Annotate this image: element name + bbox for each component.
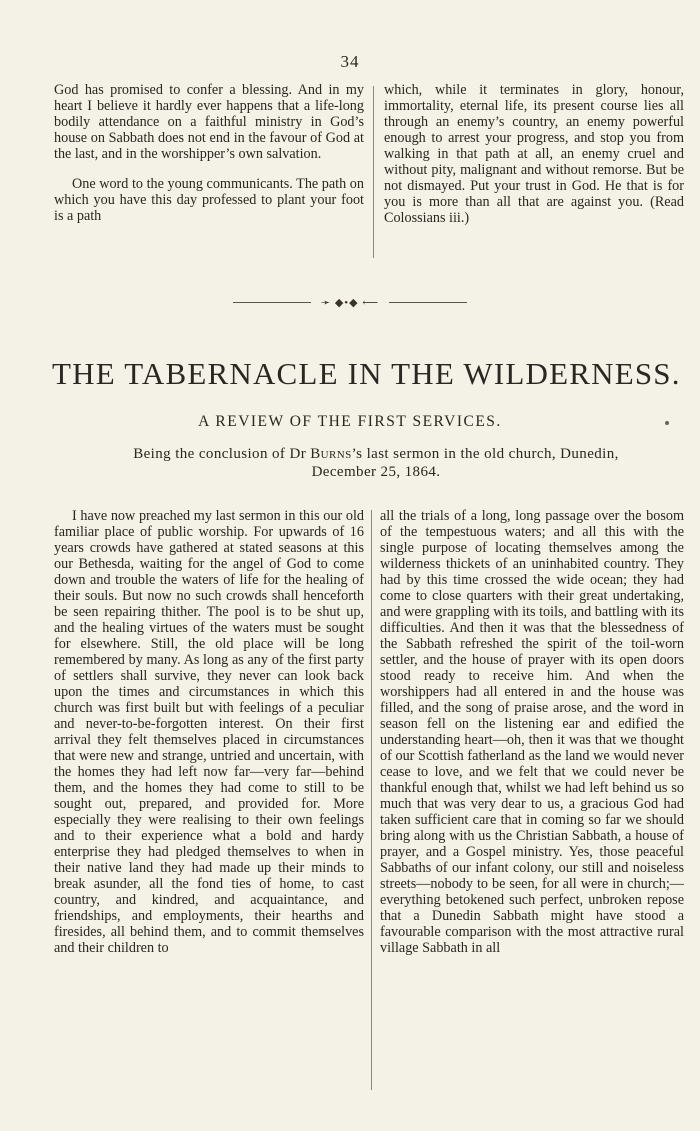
previous-article-right-column	[384, 82, 684, 226]
article-left-column	[54, 508, 364, 956]
article-right-column	[380, 508, 684, 956]
section-ornament	[0, 296, 700, 309]
paragraph: One word to the young communicants. The path on which you have this day professed to plant your foot is a path	[54, 176, 364, 224]
print-speck	[665, 421, 669, 425]
intro-author-name: Burns	[310, 446, 352, 462]
ornament-rule-right	[389, 302, 467, 303]
column-divider	[371, 510, 372, 1090]
intro-text: Being the conclusion of Dr	[133, 446, 311, 462]
article-title: THE TABERNACLE IN THE WILDERNESS.	[52, 356, 681, 391]
article-subtitle: A REVIEW OF THE FIRST SERVICES.	[198, 413, 502, 430]
paragraph: all the trials of a long, long passage over the bosom of the tempestuous waters; and all this with the single purpose of locating themselves among the wilderness thickets of an uninhabited country. They had by this time crossed the wide ocean; they had come to close quarters with their great undertaking, and were grappling with its toils, and battling with its difficulties. And then it was that the blessedness of the Sabbath refreshed the spirit of the toil-worn settler, and the house of prayer with its open doors stood ready to receive him. And when the worshippers had all entered in and the house was filled, and the song of praise arose, and the word in season fell on the listening ear and edified the understanding heart—oh, then it was that we thought of our Scottish fatherland as the land we would never cease to love, and we felt that we could never be thankful enough that, whilst we had left behind us so much that was very dear to us, a gracious God had taken sufficient care that in coming so far we should bring along with us the Christian Sabbath, a house of prayer, and a Gospel ministry. Yes, those peaceful Sabbaths of our infant colony, our still and noiseless streets—nobody to be seen, for all were in church;—everything betokened such perfect, unbroken repose that a Dunedin Sabbath might have stood a favourable comparison with the most attractive rural village Sabbath in all	[380, 508, 684, 956]
column-divider	[373, 86, 374, 258]
previous-article-left-column	[54, 82, 364, 224]
paragraph: which, while it terminates in glory, honour, immortality, eternal life, its present course lies all through an enemy’s country, an enemy powerful enough to arrest your progress, and stop you from walking in that path at all, an enemy cruel and without pity, malignant and without remorse. But be not dismayed. Put your trust in God. He that is for you is more than all that are against you. (Read Colossians iii.)	[384, 82, 684, 226]
article-intro	[76, 445, 676, 481]
intro-text: ’s last sermon in the old church, Dunedin,	[351, 446, 619, 462]
intro-date: December 25, 1864.	[311, 464, 441, 480]
ornament-glyph: ➛ ◆•◆ ⟵	[320, 297, 380, 309]
page-number: 34	[340, 52, 360, 71]
paragraph: God has promised to confer a blessing. And in my heart I believe it hardly ever happens that a life-long bodily attendance on a faithful ministry in God’s house on Sabbath does not end in the favour of God at the last, and in the worshipper’s own salvation.	[54, 82, 364, 162]
ornament-rule-left	[233, 302, 311, 303]
paragraph: I have now preached my last sermon in this our old familiar place of public worship. For upwards of 16 years crowds have gathered at stated seasons at this our Bethesda, waiting for the angel of God to come down and trouble the waters of life for the healing of their souls. But now no such crowds shall henceforth be seen repairing thither. The pool is to be shut up, and the healing virtues of the waters must be sought for elsewhere. Still, the old place will be long remembered by many. As long as any of the first party of settlers shall survive, they never can look back upon the times and circumstances in which this church was first built but with feelings of a peculiar and never-to-be-forgotten interest. On their first arrival they felt themselves placed in circumstances that were new and strange, untried and uncertain, with the homes they had left now far—very far—behind them, and the homes they had come to still to be sought out, prepared, and provided for. More especially they were realising to their own feelings and to their experience what a bold and hardy enterprise they had pledged themselves to when in their native land they had made up their minds to break asunder, all the fond ties of home, to cast country, and kindred, and acquaintance, and friendships, and employments, their hearths and firesides, all behind them, and to commit themselves and their children to	[54, 508, 364, 956]
